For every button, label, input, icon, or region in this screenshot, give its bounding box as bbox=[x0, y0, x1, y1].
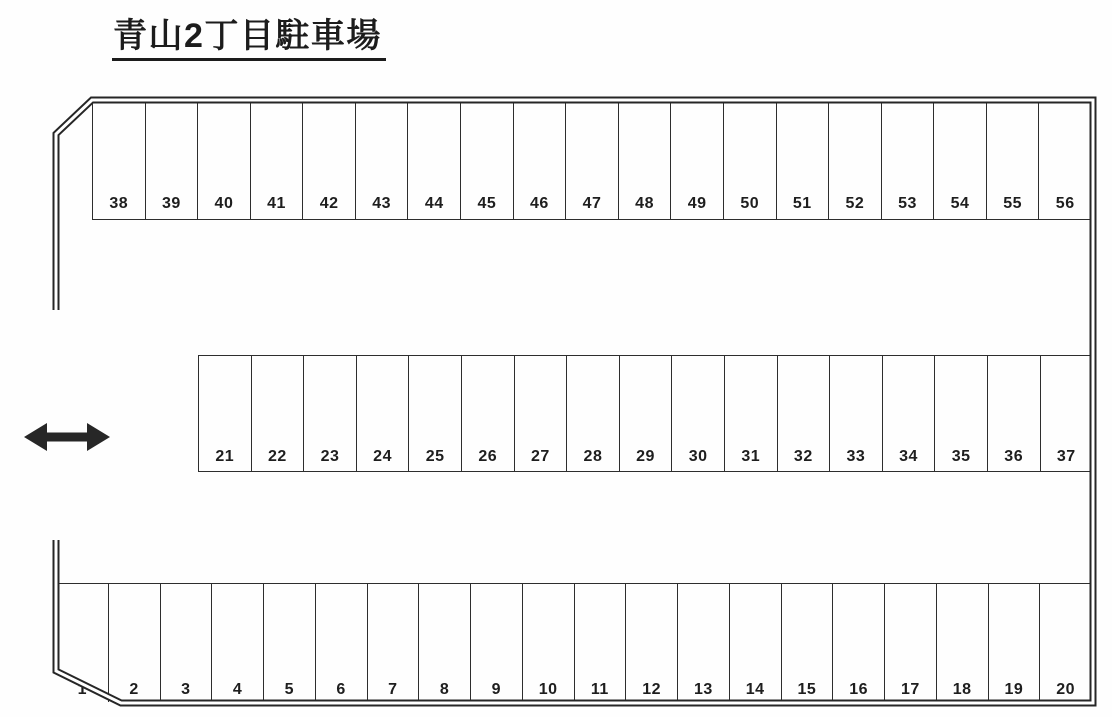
stall-24: 24 bbox=[357, 356, 410, 471]
stall-4: 4 bbox=[212, 584, 264, 702]
stall-53: 53 bbox=[882, 103, 935, 219]
stall-47: 47 bbox=[566, 103, 619, 219]
stall-13: 13 bbox=[678, 584, 730, 702]
stall-32: 32 bbox=[778, 356, 831, 471]
stall-8: 8 bbox=[419, 584, 471, 702]
stall-54: 54 bbox=[934, 103, 987, 219]
stall-5: 5 bbox=[264, 584, 316, 702]
stall-17: 17 bbox=[885, 584, 937, 702]
stall-22: 22 bbox=[252, 356, 305, 471]
stall-12: 12 bbox=[626, 584, 678, 702]
stall-39: 39 bbox=[146, 103, 199, 219]
stall-45: 45 bbox=[461, 103, 514, 219]
stall-35: 35 bbox=[935, 356, 988, 471]
stall-55: 55 bbox=[987, 103, 1040, 219]
page-title: 青山2丁目駐車場 bbox=[112, 18, 386, 61]
stall-7: 7 bbox=[368, 584, 420, 702]
stall-33: 33 bbox=[830, 356, 883, 471]
two-way-arrow-icon bbox=[24, 423, 110, 451]
stall-37: 37 bbox=[1056, 448, 1076, 465]
stall-42: 42 bbox=[303, 103, 356, 219]
stall-48: 48 bbox=[619, 103, 672, 219]
stall-21: 21 bbox=[199, 356, 252, 471]
stall-19: 19 bbox=[989, 584, 1041, 702]
stall-43: 43 bbox=[356, 103, 409, 219]
stall-27: 27 bbox=[515, 356, 568, 471]
stall-15: 15 bbox=[782, 584, 834, 702]
stall-23: 23 bbox=[304, 356, 357, 471]
stall-40: 40 bbox=[198, 103, 251, 219]
parking-row-bottom bbox=[57, 583, 1091, 702]
stall-31: 31 bbox=[725, 356, 778, 471]
stall-25: 25 bbox=[409, 356, 462, 471]
stall-34: 34 bbox=[883, 356, 936, 471]
stall-1: 1 bbox=[57, 584, 109, 702]
stall-28: 28 bbox=[567, 356, 620, 471]
stall-51: 51 bbox=[777, 103, 830, 219]
stall-16: 16 bbox=[833, 584, 885, 702]
stall-38: 38 bbox=[93, 103, 146, 219]
stall-9: 9 bbox=[471, 584, 523, 702]
stall-46: 46 bbox=[514, 103, 567, 219]
stall-30: 30 bbox=[672, 356, 725, 471]
stall-44: 44 bbox=[408, 103, 461, 219]
stall-6: 6 bbox=[316, 584, 368, 702]
parking-row-middle bbox=[198, 355, 1092, 472]
stall-36: 36 bbox=[988, 356, 1041, 471]
stall-41: 41 bbox=[251, 103, 304, 219]
stall-26: 26 bbox=[462, 356, 515, 471]
parking-row-top bbox=[92, 103, 1091, 220]
stall-52: 52 bbox=[829, 103, 882, 219]
stall-10: 10 bbox=[523, 584, 575, 702]
stall-2: 2 bbox=[109, 584, 161, 702]
stall-3: 3 bbox=[161, 584, 213, 702]
stall-29: 29 bbox=[620, 356, 673, 471]
stall-20: 20 bbox=[1056, 681, 1076, 698]
stall-14: 14 bbox=[730, 584, 782, 702]
stall-49: 49 bbox=[671, 103, 724, 219]
stall-11: 11 bbox=[575, 584, 627, 702]
stall-50: 50 bbox=[724, 103, 777, 219]
stall-18: 18 bbox=[937, 584, 989, 702]
stall-56: 56 bbox=[1055, 195, 1075, 212]
